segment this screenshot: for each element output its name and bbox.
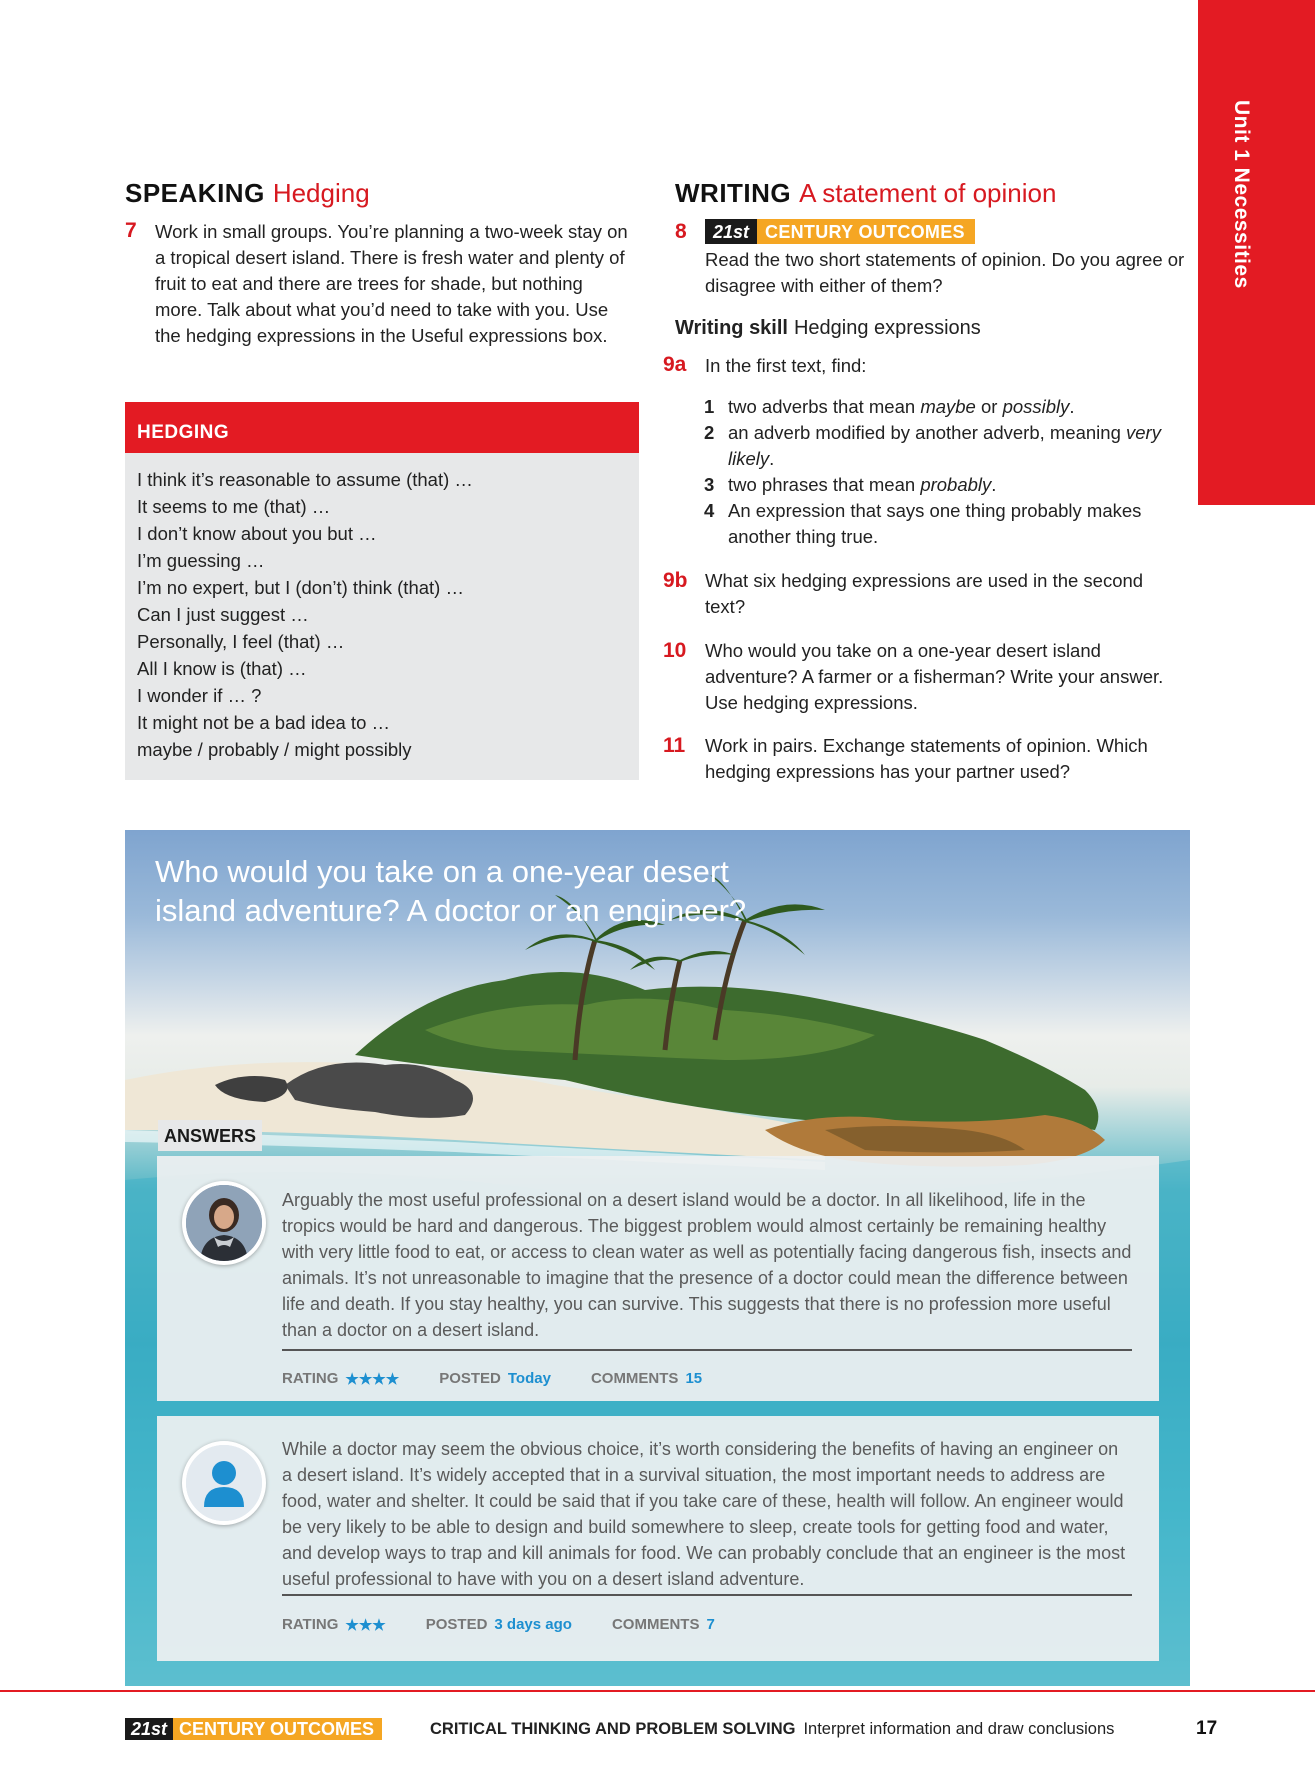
speaking-topic: Hedging [272, 178, 370, 208]
hedging-item: It might not be a bad idea to … [137, 712, 390, 733]
exercise-7-text: Work in small groups. You’re planning a two-week stay on a tropical desert island. There is fresh water and plenty of fruit to eat and there are trees for shade, but nothing more. Talk about what you’d need to take with you. Use the hedging expressions in the Useful expressions box. [155, 221, 628, 346]
exercise-number-10: 10 [663, 639, 687, 662]
hedging-item: I think it’s reasonable to assume (that) … [137, 469, 473, 490]
comments-label: COMMENTS [611, 1616, 700, 1633]
exercise-10-text: Who would you take on a one-year desert island adventure? A farmer or a fisherman? Write your answer. Use hedging expressions. [705, 640, 1164, 713]
footer-century-outcomes-badge [125, 1718, 382, 1740]
footer-skill-bold: CRITICAL THINKING AND PROBLEM SOLVING [430, 1720, 796, 1738]
avatar [182, 1441, 266, 1525]
hedging-item: Can I just suggest … [137, 604, 309, 625]
answers-label: ANSWERS [158, 1120, 262, 1151]
avatar [182, 1181, 266, 1265]
badge-century-outcomes: CENTURY OUTCOMES [757, 219, 975, 244]
footer-rule [0, 1690, 1315, 1692]
list-item: 4 An expression that says one thing probably makes another thing true. [704, 500, 1142, 547]
rating-stars: ★★★ [345, 1617, 386, 1634]
speaking-heading [125, 178, 370, 209]
answer-card [157, 1416, 1159, 1661]
writing-skill-topic: Hedging expressions [793, 317, 981, 339]
hedging-list [125, 453, 639, 763]
footer-skill [430, 1720, 1114, 1739]
writing-skill-label: Writing skill [675, 317, 788, 339]
hedging-item: I wonder if … ? [137, 685, 262, 706]
rating-label: RATING [282, 1616, 339, 1633]
exercise-9a-items [704, 394, 1184, 550]
answer-meta [282, 1616, 755, 1634]
exercise-number-9b: 9b [663, 569, 688, 592]
hedging-item: All I know is (that) … [137, 658, 307, 679]
list-item: 1 two adverbs that mean maybe or possibly. [704, 396, 1075, 417]
page-number: 17 [1196, 1718, 1218, 1739]
comments-count: 7 [706, 1616, 715, 1633]
footer-badge-century-outcomes: CENTURY OUTCOMES [173, 1718, 382, 1740]
rating-stars: ★★★★ [345, 1371, 400, 1388]
comments-label: COMMENTS [590, 1370, 679, 1387]
writing-topic: A statement of opinion [799, 178, 1057, 208]
answer-divider [282, 1349, 1132, 1351]
exercise-9b-text: What six hedging expressions are used in the second text? [705, 570, 1144, 617]
exercise-9a-text: In the first text, find: [705, 355, 867, 376]
badge-21st: 21st [705, 219, 757, 244]
answer-text: While a doctor may seem the obvious choice, it’s worth considering the benefits of having an engineer on a desert island. It’s widely accepted that in a survival situation, the most important needs to address are food, water and shelter. It could be said that if you take care of these, health will follow. An engineer would be very likely to be able to design and build somewhere to sleep, create tools for getting food and water, and develop ways to trap and kill animals for food. We can probably conclude that an engineer is the most useful professional to have with you on a desert island adventure. [282, 1439, 1126, 1589]
answer-divider [282, 1594, 1132, 1596]
hedging-item: It seems to me (that) … [137, 496, 331, 517]
posted-value: 3 days ago [494, 1616, 572, 1633]
answer-card [157, 1156, 1159, 1401]
exercise-number-9a: 9a [663, 353, 687, 376]
century-outcomes-badge [705, 219, 975, 244]
exercise-11-text: Work in pairs. Exchange statements of opinion. Which hedging expressions has your partner used? [705, 735, 1148, 782]
exercise-number-8: 8 [675, 220, 687, 243]
answer-text: Arguably the most useful professional on a desert island would be a doctor. In all likelihood, life in the tropics would be hard and dangerous. The biggest problem would almost certainly be remaining healthy with very little food to eat, or access to clean water as well as potentially facing dangerous fish, insects and animals. It’s not unreasonable to imagine that the presence of a doctor could mean the difference between life and death. If you stay healthy, you can survive. This suggests that there is no profession more useful than a doctor on a desert island. [282, 1190, 1132, 1340]
comments-count: 15 [685, 1370, 703, 1387]
hedging-item: maybe / probably / might possibly [137, 739, 412, 760]
person-photo-icon [186, 1185, 262, 1261]
unit-tab-label: Unit 1 Necessities [1230, 100, 1253, 289]
footer-badge-21st: 21st [125, 1718, 173, 1740]
rating-label: RATING [282, 1370, 339, 1387]
list-item: 2 an adverb modified by another adverb, meaning very likely. [704, 422, 1161, 469]
hedging-item: I don’t know about you but … [137, 523, 377, 544]
posted-label: POSTED [439, 1370, 501, 1387]
writing-heading [675, 178, 1056, 209]
writing-skill-heading [675, 317, 981, 340]
exercise-number-7: 7 [125, 219, 137, 242]
posted-value: Today [507, 1370, 551, 1387]
exercise-number-11: 11 [663, 734, 686, 757]
island-question: Who would you take on a one-year desert island adventure? A doctor or an engineer? [155, 854, 747, 928]
speaking-heading-label: SPEAKING [125, 178, 265, 208]
hedging-box-title: HEDGING [125, 402, 639, 453]
posted-label: POSTED [425, 1616, 488, 1633]
writing-heading-label: WRITING [675, 178, 792, 208]
answer-meta [282, 1370, 742, 1388]
hedging-item: I’m no expert, but I (don’t) think (that) … [137, 577, 464, 598]
footer-skill-text: Interpret information and draw conclusions [803, 1720, 1115, 1738]
hedging-item: Personally, I feel (that) … [137, 631, 345, 652]
user-icon [186, 1445, 262, 1521]
hedging-box [125, 402, 639, 780]
exercise-8-text: Read the two short statements of opinion. Do you agree or disagree with either of them? [705, 249, 1185, 296]
hedging-item: I’m guessing … [137, 550, 265, 571]
list-item: 3 two phrases that mean probably. [704, 474, 997, 495]
